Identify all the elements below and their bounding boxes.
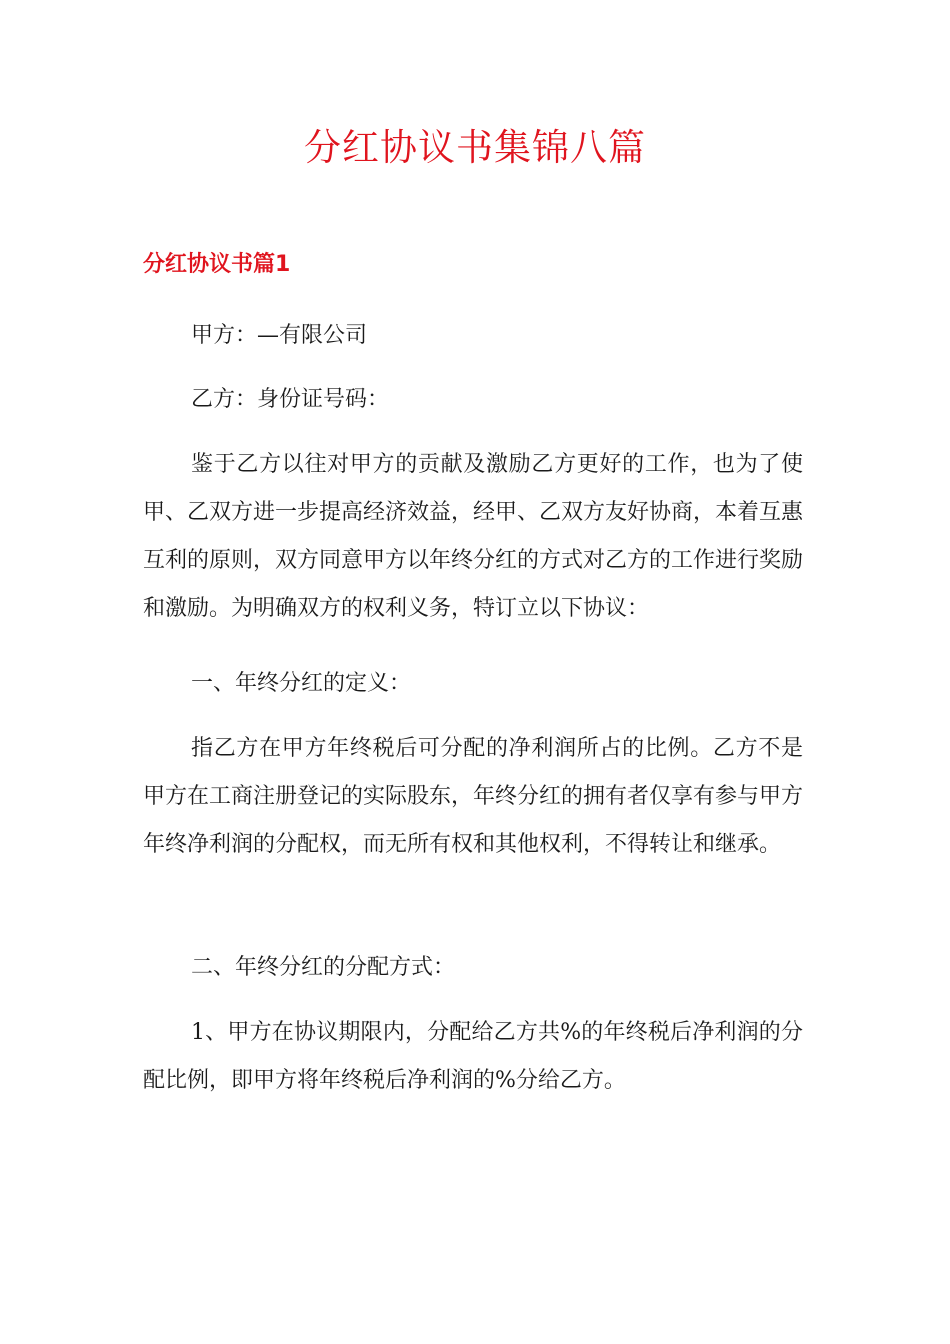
section-heading: 分红协议书篇1	[143, 252, 291, 277]
clause-2-item-1: 1、甲方在协议期限内，分配给乙方共%的年终税后净利润的分配比例，即甲方将年终税后净利润的%分给乙方。	[143, 1020, 803, 1093]
document-title: 分红协议书集锦八篇	[304, 126, 646, 169]
party-a-line: 甲方：—有限公司	[191, 323, 368, 348]
clause-1-body: 指乙方在甲方年终税后可分配的净利润所占的比例。乙方不是甲方在工商注册登记的实际股东，年终分红的拥有者仅享有参与甲方年终净利润的分配权，而无所有权和其他权利，不得转让和继承。	[143, 736, 804, 857]
preamble-paragraph: 鉴于乙方以往对甲方的贡献及激励乙方更好的工作，也为了使甲、乙双方进一步提高经济效益，经甲、乙双方友好协商，本着互惠互利的原则，双方同意甲方以年终分红的方式对乙方的工作进行奖励和激励。为明确双方的权利义务，特订立以下协议：	[143, 452, 804, 621]
clause-1-heading: 一、年终分红的定义：	[191, 671, 412, 696]
clause-2-heading: 二、年终分红的分配方式：	[191, 955, 456, 980]
party-b-line: 乙方：身份证号码：	[191, 387, 390, 412]
